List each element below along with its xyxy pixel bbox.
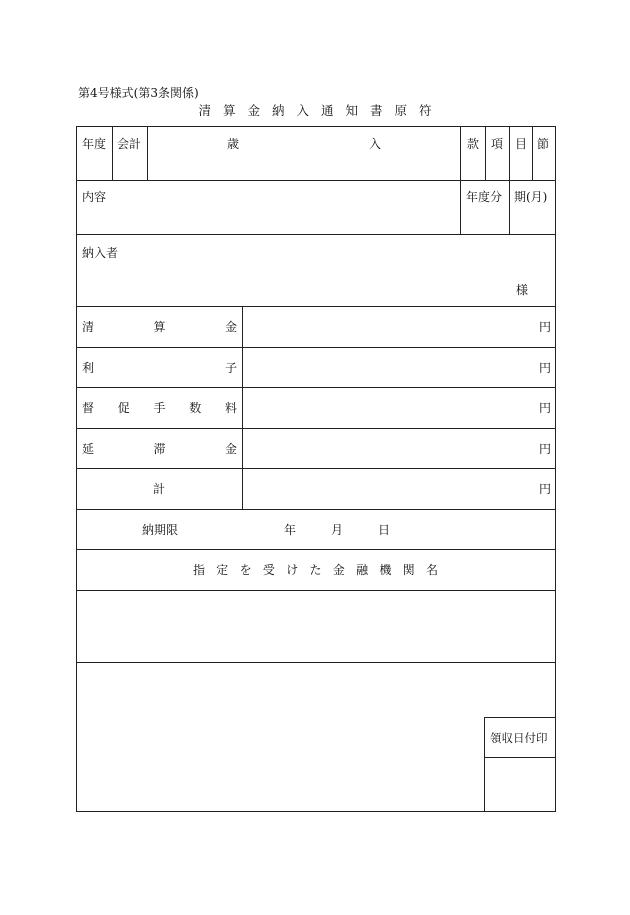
title-char: 入 (296, 103, 309, 118)
title-char: 原 (394, 103, 407, 118)
label-char: 延 (82, 442, 95, 456)
label-char: 金 (224, 320, 237, 334)
label-char: 手 (153, 401, 166, 415)
col-divider (112, 126, 113, 180)
header-char: 融 (356, 563, 369, 577)
stamp-label-divider (484, 757, 556, 758)
stamp-box-left (484, 717, 485, 812)
label-char: 滞 (153, 442, 166, 456)
col-divider (460, 126, 461, 234)
document-title (0, 101, 630, 119)
content-label: 内容 (82, 190, 107, 204)
row-divider (76, 468, 556, 469)
amount-row-label (82, 320, 237, 334)
header-revenue-char-1: 歳 (227, 137, 240, 151)
header-char: 定 (216, 563, 229, 577)
header-revenue-char-2: 入 (369, 137, 382, 151)
deadline-label: 納期限 (142, 523, 179, 537)
label-char: 数 (189, 401, 202, 415)
title-char: 通 (320, 103, 334, 118)
yen-unit: 円 (539, 482, 552, 496)
row-divider (76, 387, 556, 388)
header-kan: 款 (467, 137, 480, 151)
col-divider (509, 126, 510, 234)
deadline-year-unit: 年 (284, 523, 297, 537)
honorific-sama: 様 (516, 283, 529, 297)
label-char: 督 (82, 401, 95, 415)
designated-bank-header (193, 563, 438, 577)
period-month-label: 期(月) (514, 190, 548, 204)
title-char: 符 (418, 103, 432, 118)
header-kou: 項 (491, 137, 504, 151)
row-divider (76, 306, 556, 307)
title-char: 書 (369, 103, 383, 118)
label-char: 金 (224, 442, 237, 456)
header-setsu: 節 (537, 137, 550, 151)
header-char: 関 (402, 563, 415, 577)
total-label: 計 (153, 482, 166, 496)
deadline-day-unit: 日 (378, 523, 391, 537)
label-char: 清 (82, 320, 95, 334)
title-char: 清 (198, 103, 211, 118)
form-table (76, 126, 556, 812)
receipt-date-stamp-label: 領収日付印 (490, 731, 548, 745)
header-char: 金 (332, 563, 345, 577)
label-char: 促 (117, 401, 130, 415)
amount-row-label (82, 401, 237, 415)
row-divider (76, 347, 556, 348)
row-divider (76, 549, 556, 550)
yen-unit: 円 (539, 442, 552, 456)
row-divider (76, 180, 556, 181)
row-divider (76, 428, 556, 429)
yen-unit: 円 (539, 361, 552, 375)
title-char: 算 (222, 103, 236, 118)
label-char: 利 (82, 361, 95, 375)
amount-col-divider (242, 306, 243, 509)
stamp-box-top (484, 717, 556, 718)
header-char: 受 (262, 563, 275, 577)
fiscal-year-portion-label: 年度分 (466, 190, 503, 204)
header-fiscal-year: 年度 (82, 137, 107, 151)
deadline-month-unit: 月 (331, 523, 344, 537)
label-char: 子 (224, 361, 237, 375)
title-char: 納 (271, 103, 285, 118)
row-divider (76, 509, 556, 510)
header-char: を (239, 563, 252, 577)
row-divider (76, 662, 556, 663)
label-char: 算 (153, 320, 166, 334)
header-char: た (309, 563, 322, 577)
header-char: 指 (193, 563, 206, 577)
header-moku: 目 (515, 137, 528, 151)
amount-row-label (82, 361, 237, 375)
col-divider (147, 126, 148, 180)
yen-unit: 円 (539, 320, 552, 334)
title-char: 知 (345, 103, 358, 118)
header-account: 会計 (117, 137, 142, 151)
label-char: 料 (224, 401, 237, 415)
row-divider (76, 590, 556, 591)
form-number-label: 第4号様式(第3条関係) (78, 86, 199, 100)
payer-label: 納入者 (82, 246, 119, 260)
col-divider (532, 126, 533, 180)
col-divider (485, 126, 486, 180)
header-char: け (286, 563, 299, 577)
header-char: 機 (379, 563, 392, 577)
amount-row-label (82, 442, 237, 456)
row-divider (76, 234, 556, 235)
header-char: 名 (425, 563, 438, 577)
title-char: 金 (247, 103, 260, 118)
yen-unit: 円 (539, 401, 552, 415)
